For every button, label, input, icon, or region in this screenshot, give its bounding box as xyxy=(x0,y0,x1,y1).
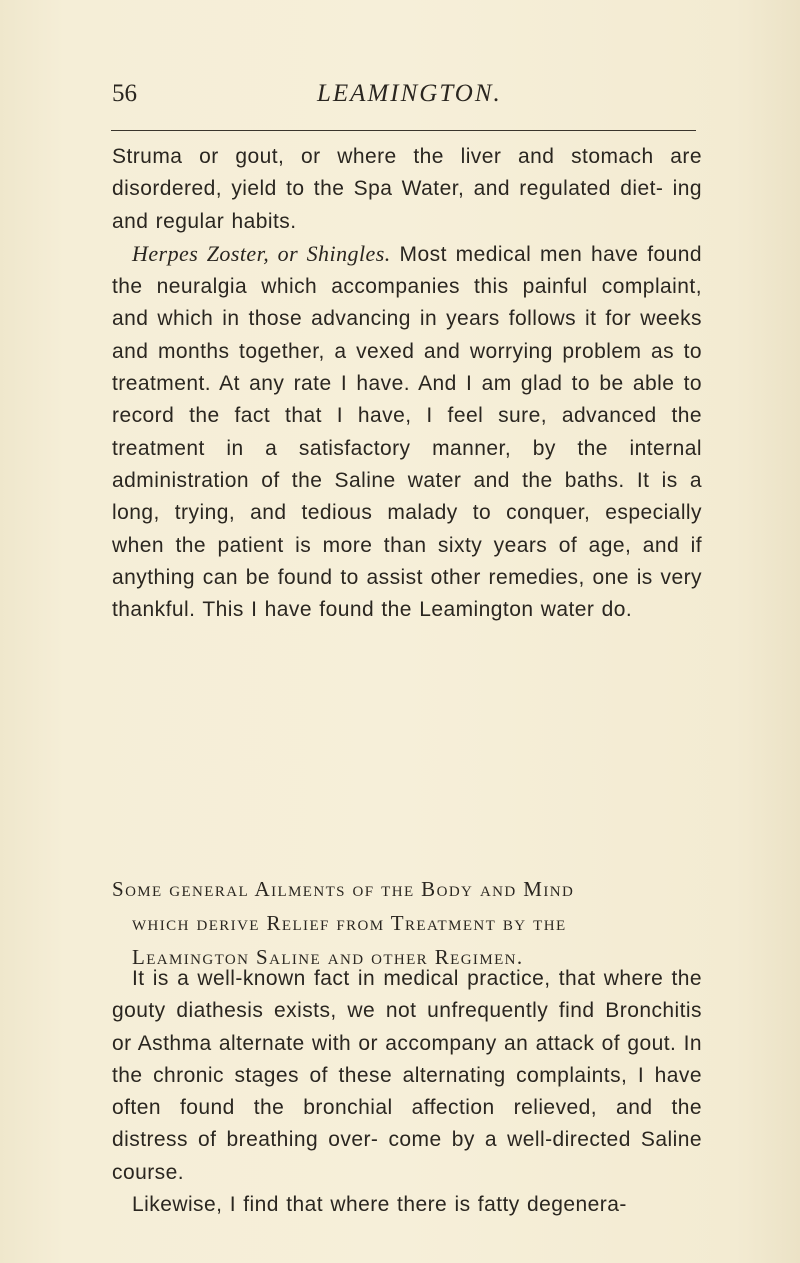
page-header xyxy=(112,80,702,120)
body-text-bottom xyxy=(112,963,702,1221)
paragraph-herpes-zoster xyxy=(112,238,702,627)
body-text-top xyxy=(112,141,702,626)
paragraph-bronchitis: It is a well-known fact in medical practice, that where the gouty diathesis exists, we not unfrequently find Bronchitis or Asthma alternate with or accompany an attack of gout. In the chronic stages of these alternating complaints, I have often found the bronchial affection relieved, and the distress of breathing over- come by a well-directed Saline course. xyxy=(112,967,702,1184)
herpes-zoster-text: Most medical men have found the neuralgia which accompanies this painful complaint, and which in those advancing in years follows it for weeks and months together, a vexed and worrying problem as to treatment. At any rate I have. And I am glad to be able to record the fact that I have, I feel sure, advanced the treatment in a satisfactory manner, by the internal administration of the Saline water and the baths. It is a long, trying, and tedious malady to conquer, especially when the patient is more than sixty years of age, and if anything can be found to assist other remedies, one is very thankful. This I have found the Leamington water do. xyxy=(112,242,702,622)
header-rule xyxy=(111,130,696,131)
paragraph-fatty-degeneration: Likewise, I find that where there is fatty degenera- xyxy=(132,1193,627,1217)
section-heading-line-1: Some general Ailments of the Body and Mind xyxy=(112,877,575,901)
paragraph-struma: Struma or gout, or where the liver and stomach are disordered, yield to the Spa Water, and regulated diet- ing and regular habits. xyxy=(112,145,702,233)
herpes-zoster-title: Herpes Zoster, or Shingles. xyxy=(132,240,391,266)
page-number: 56 xyxy=(112,80,137,107)
section-heading-line-3: Leamington Saline and other Regimen. xyxy=(132,945,524,969)
section-heading-line-2: which derive Relief from Treatment by the xyxy=(132,911,567,935)
section-heading xyxy=(112,872,702,974)
running-head: LEAMINGTON. xyxy=(317,80,502,107)
